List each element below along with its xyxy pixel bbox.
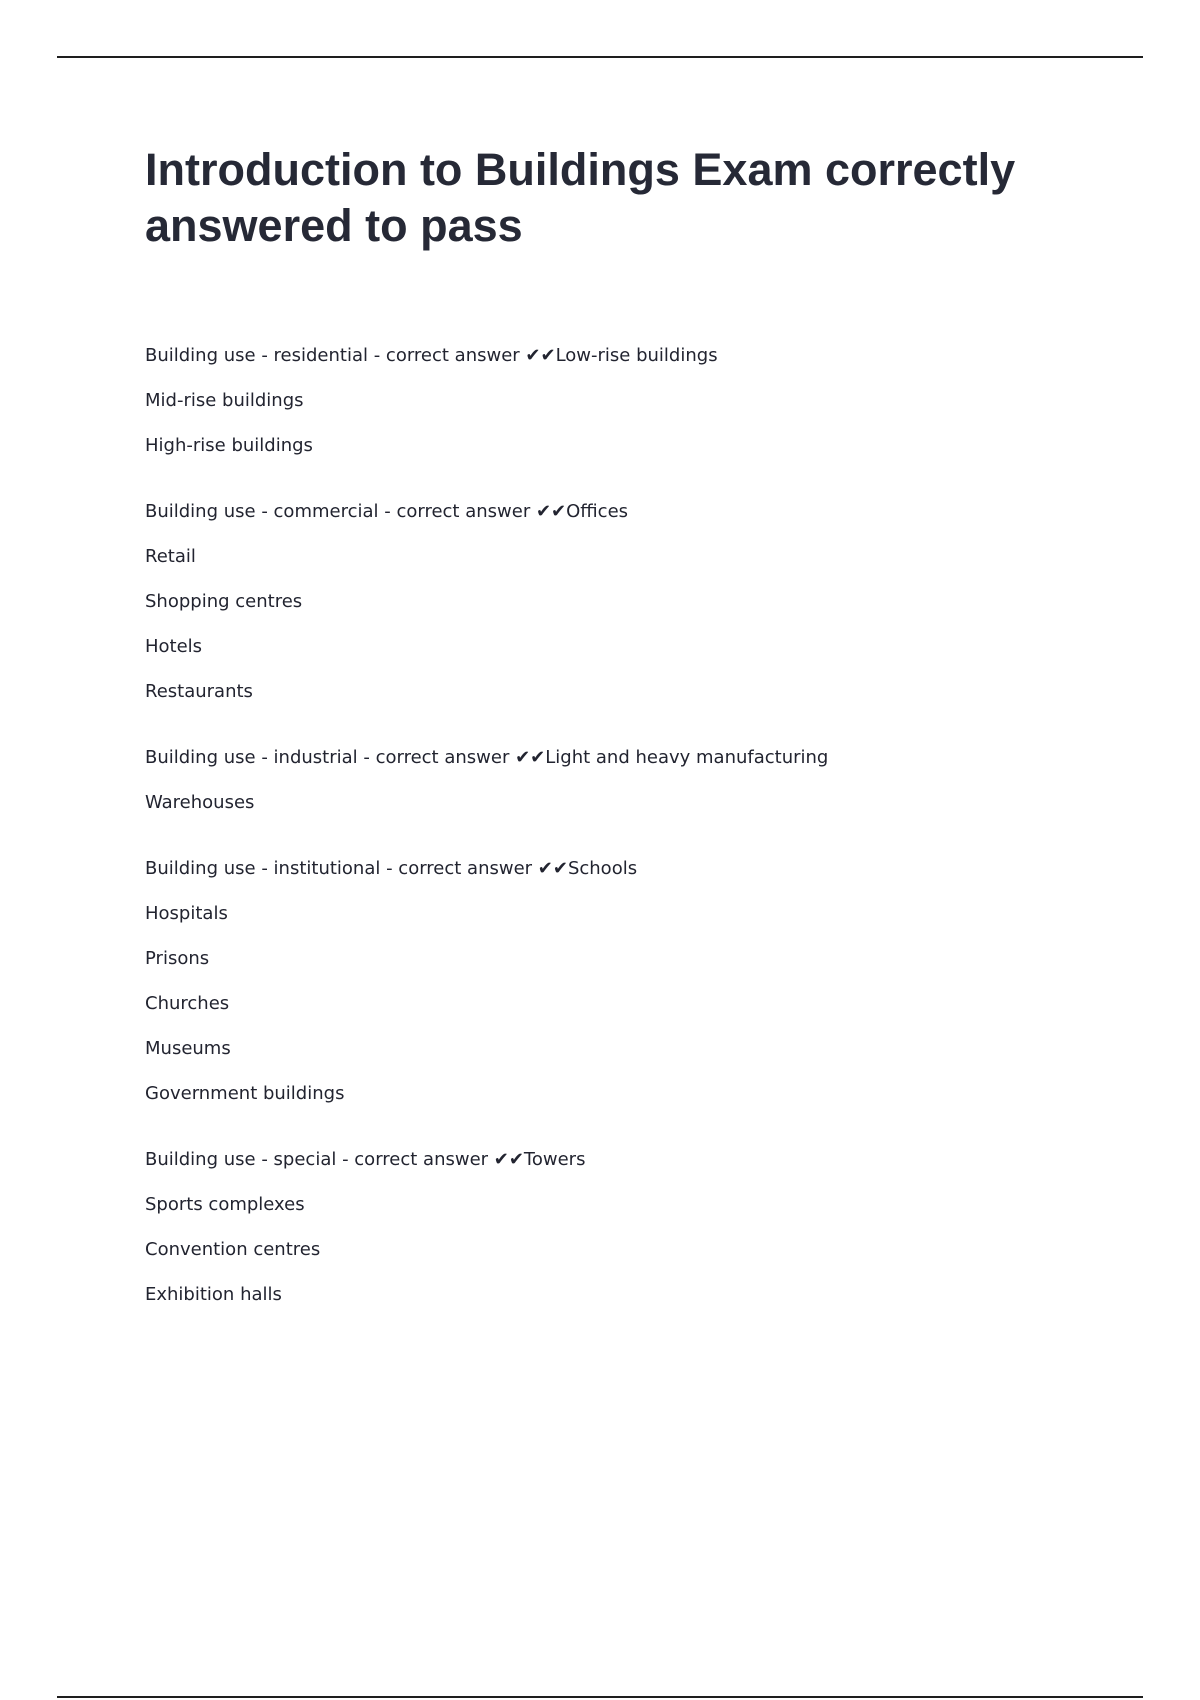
- qa-section-institutional: [145, 859, 1145, 1104]
- qa-item: Prisons: [145, 948, 210, 969]
- qa-item: Government buildings: [145, 1083, 345, 1104]
- qa-item: Convention centres: [145, 1239, 321, 1260]
- qa-heading: Building use - industrial - correct answer ✔✔Light and heavy manufacturing: [145, 747, 829, 768]
- qa-item: Sports complexes: [145, 1194, 305, 1215]
- qa-sections: [145, 346, 1145, 1305]
- qa-item: Museums: [145, 1038, 231, 1059]
- qa-heading: Building use - institutional - correct answer ✔✔Schools: [145, 858, 638, 879]
- qa-item: Exhibition halls: [145, 1284, 282, 1305]
- qa-section-special: [145, 1150, 1145, 1305]
- qa-heading: Building use - residential - correct answer ✔✔Low-rise buildings: [145, 345, 718, 366]
- document-body: [145, 142, 1145, 1351]
- qa-item: Shopping centres: [145, 591, 303, 612]
- bottom-rule: [57, 1696, 1143, 1698]
- qa-item: Mid-rise buildings: [145, 390, 304, 411]
- top-rule: [57, 56, 1143, 58]
- document-title: Introduction to Buildings Exam correctly answered to pass: [145, 144, 1016, 251]
- qa-item: Retail: [145, 546, 196, 567]
- qa-item: Restaurants: [145, 681, 253, 702]
- qa-item: Churches: [145, 993, 230, 1014]
- qa-section-residential: [145, 346, 1145, 456]
- qa-section-commercial: [145, 502, 1145, 702]
- qa-item: Hospitals: [145, 903, 228, 924]
- qa-heading: Building use - commercial - correct answer ✔✔Offices: [145, 501, 629, 522]
- qa-item: High-rise buildings: [145, 435, 313, 456]
- qa-section-industrial: [145, 748, 1145, 813]
- qa-heading: Building use - special - correct answer ✔✔Towers: [145, 1149, 586, 1170]
- qa-item: Warehouses: [145, 792, 255, 813]
- qa-item: Hotels: [145, 636, 203, 657]
